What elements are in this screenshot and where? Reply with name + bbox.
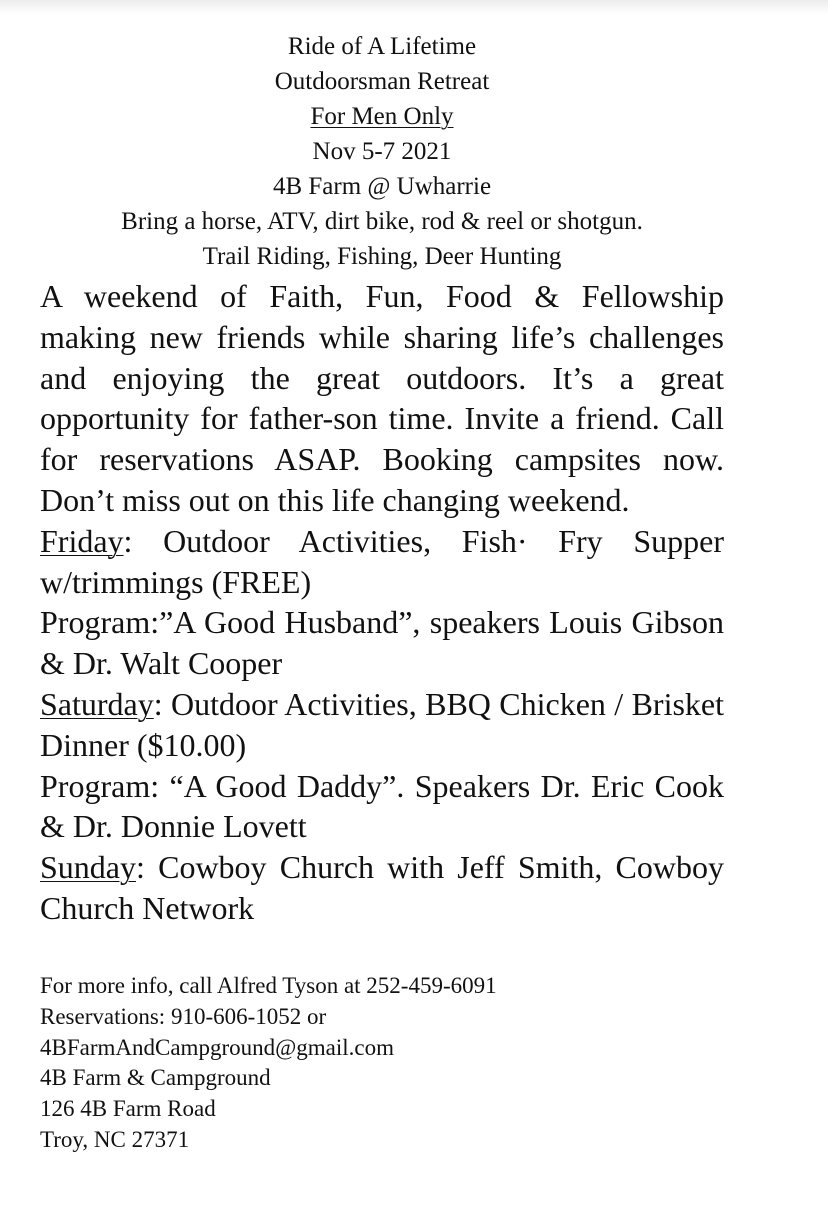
top-shadow	[0, 0, 828, 14]
friday-schedule	[40, 521, 724, 603]
saturday-schedule	[40, 684, 724, 766]
event-subtitle: Outdoorsman Retreat	[274, 68, 490, 95]
event-activities: Trail Riding, Fishing, Deer Hunting	[202, 243, 562, 270]
saturday-label: Saturday	[40, 685, 154, 722]
event-audience	[0, 99, 764, 134]
saturday-details: : Outdoor Activities, BBQ Chicken / Brisket Dinner ($10.00)	[40, 685, 724, 763]
flyer-body	[40, 276, 724, 929]
venue-name: 4B Farm & Campground	[40, 1065, 271, 1091]
event-dates: Nov 5-7 2021	[312, 138, 452, 165]
email-address: 4BFarmAndCampground@gmail.com	[40, 1034, 395, 1060]
event-title: Ride of A Lifetime	[287, 33, 477, 60]
event-location: 4B Farm @ Uwharrie	[272, 173, 492, 200]
contact-footer	[40, 971, 740, 1156]
friday-program: Program:”A Good Husband”, speakers Louis Gibson & Dr. Walt Cooper	[40, 604, 724, 682]
sunday-schedule	[40, 847, 724, 929]
audience-text: For Men Only	[310, 103, 454, 130]
intro-paragraph: A weekend of Faith, Fun, Food & Fellowship making new friends while sharing life’s challenges and enjoying the great outdoors. It’s a great opportunity for father-son time. Invite a friend. Call for reservations ASAP. Booking campsites now. Don’t miss out on this life changing weekend.	[40, 278, 724, 518]
city-address: Troy, NC 27371	[40, 1126, 190, 1152]
friday-label: Friday	[40, 522, 124, 559]
sunday-label: Sunday	[40, 849, 136, 886]
flyer-header	[0, 29, 764, 274]
street-address: 126 4B Farm Road	[40, 1096, 216, 1122]
bring-items: Bring a horse, ATV, dirt bike, rod & reel or shotgun.	[121, 208, 643, 235]
info-line: For more info, call Alfred Tyson at 252-459-6091	[40, 973, 497, 998]
friday-details: : Outdoor Activities, Fish· Fry Supper w/trimmings (FREE)	[40, 522, 724, 600]
saturday-program: Program: “A Good Daddy”. Speakers Dr. Eric Cook & Dr. Donnie Lovett	[40, 767, 724, 845]
reservations-line: Reservations: 910-606-1052 or	[40, 1003, 327, 1029]
sunday-details: : Cowboy Church with Jeff Smith, Cowboy Church Network	[40, 849, 724, 926]
